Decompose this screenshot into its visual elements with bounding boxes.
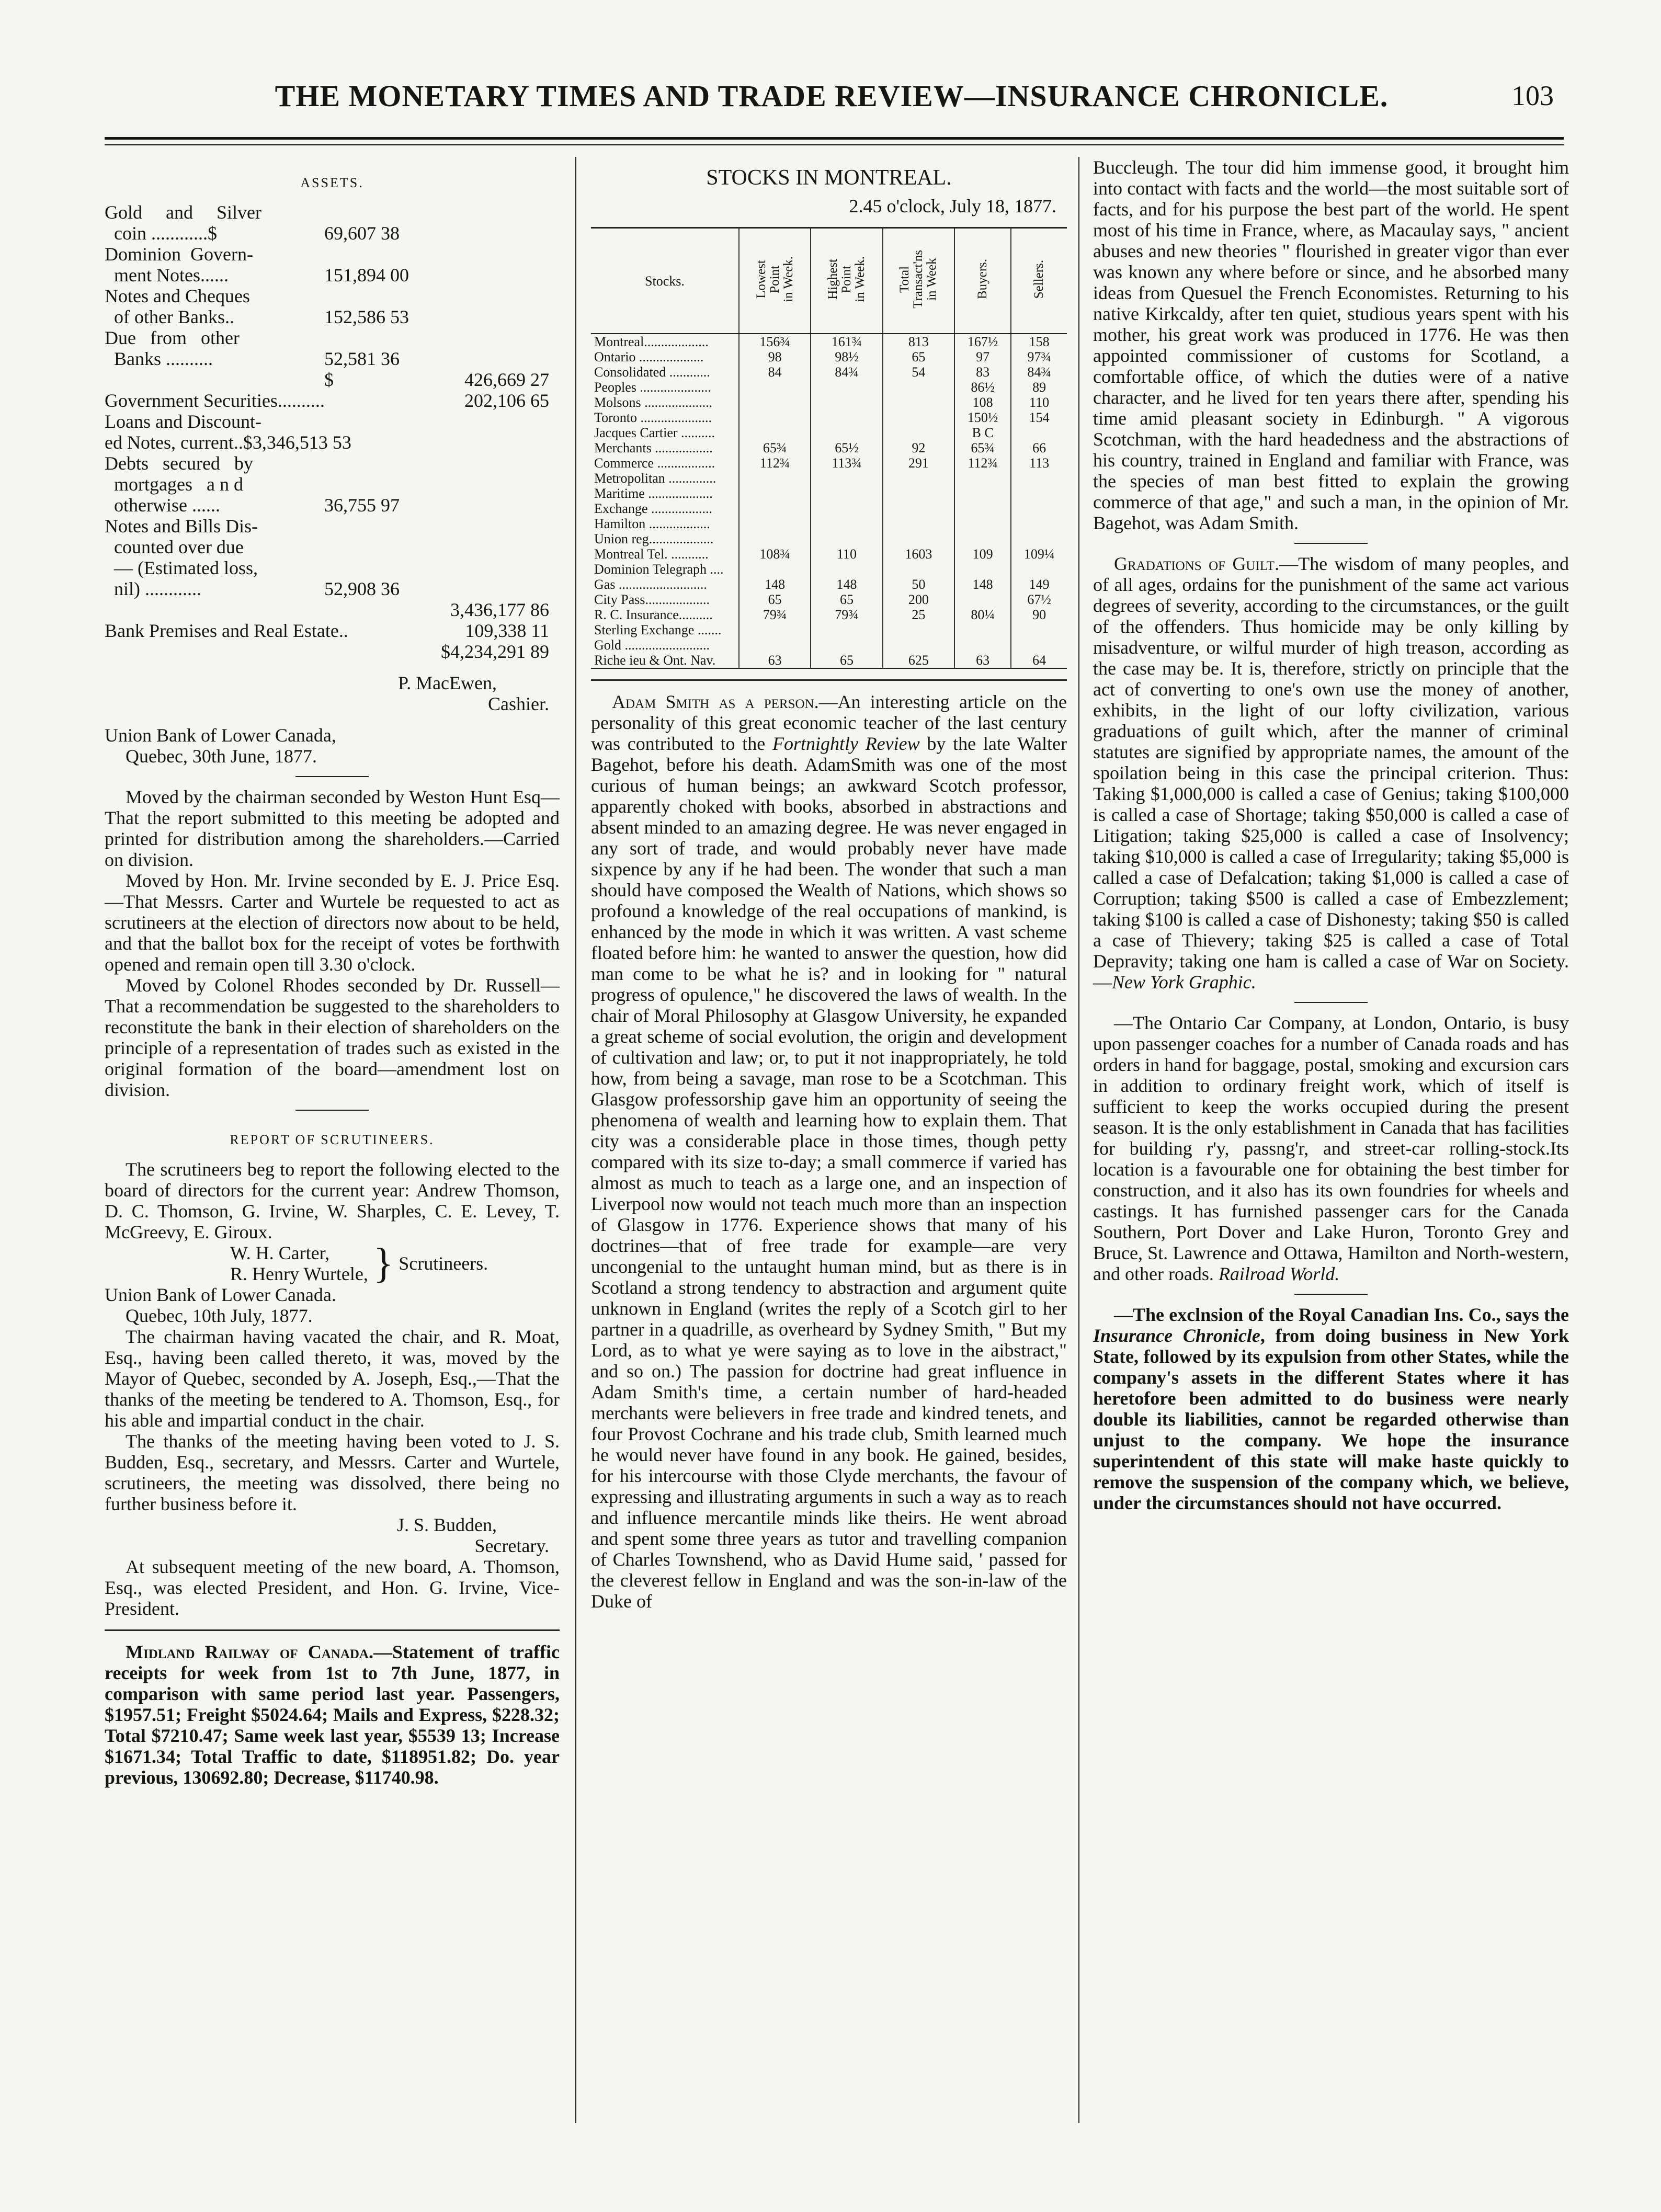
adam-smith-title: Adam Smith as a person. [612, 691, 819, 712]
stock-value: 86½ [954, 380, 1011, 395]
assets-bank-name: Union Bank of Lower Canada, [105, 725, 336, 746]
asset-subtotal: $ [324, 369, 334, 390]
stock-value: 65¾ [739, 440, 811, 455]
asset-row [105, 411, 560, 432]
stock-value [954, 501, 1011, 516]
stock-value: 110 [1011, 395, 1067, 410]
stock-name: Peoples ..................... [594, 380, 711, 395]
asset-label: coin ............$ [105, 223, 217, 244]
stock-value [811, 380, 882, 395]
stock-value [739, 395, 811, 410]
asset-label: Banks .......... [105, 348, 213, 369]
stocks-column-header [1011, 228, 1067, 334]
stock-value: 148 [954, 577, 1011, 592]
stock-value [954, 637, 1011, 653]
stock-value [1011, 622, 1067, 637]
stock-value [1011, 531, 1067, 546]
cashier-name: P. MacEwen, [398, 672, 497, 693]
asset-row [105, 348, 560, 369]
stock-value: 90 [1011, 607, 1067, 622]
asset-subtotal: 152,586 53 [324, 306, 409, 327]
header-rule-thin [105, 144, 1564, 145]
stock-value: 148 [811, 577, 882, 592]
table-row [591, 395, 1067, 410]
asset-row [105, 265, 560, 286]
table-row [591, 562, 1067, 577]
stock-value: 158 [1011, 334, 1067, 349]
stock-value: 1603 [883, 546, 954, 562]
scrutineer-2: R. Henry Wurtele, [230, 1263, 368, 1284]
asset-total: $4,234,291 89 [441, 641, 549, 662]
asset-row [105, 432, 560, 453]
asset-total: 202,106 65 [464, 390, 549, 411]
stock-name: Metropolitan .............. [594, 471, 716, 486]
stock-value: 92 [883, 440, 954, 455]
separator [1294, 543, 1368, 544]
separator [1294, 1294, 1368, 1295]
column-header-label: Total Transact'ns in Week [897, 250, 939, 309]
asset-row [105, 557, 560, 578]
stocks-column-header [739, 228, 811, 334]
stock-value: 109 [954, 546, 1011, 562]
header-rule-thick [105, 137, 1564, 140]
guilt-article [1093, 553, 1569, 993]
midland-title: Midland Railway of Canada. [126, 1641, 373, 1662]
asset-total: 3,436,177 86 [450, 599, 549, 620]
stocks-column-header [883, 228, 954, 334]
asset-label: of other Banks.. [105, 306, 234, 327]
adam-smith-continued: Buccleugh. The tour did him immense good, it brought him into contact with facts and the world—the most suitable sort of facts, and for his purpose the best part of the world. He spent most of his time in France, where, as Macaulay says, " ancient abuses and new theories " flourished in greater vigor than ever was known any where before or since, and he absorbed many ideas from Quesuel the French Economistes. Returning to his native Kirkcaldy, after ten quiet, studious years spent with his mother, his great work was produced in 1776. He was then appointed commissioner of customs for Scotland, a comfortable office, of which the duties were of a native character, and he lived for ten years there after, spending his time amid pleasant society in Edinburgh. " A vigorous Scotchman, with the hard headedness and the abstractions of his country, trained in England and familiar with France, was the species of man best fitted to explain the growing commerce of that age," and such a man, in the opinion of Mr. Bagehot, was Adam Smith. [1093, 157, 1569, 533]
asset-row [105, 641, 560, 662]
stock-value: 98 [739, 349, 811, 364]
table-row [591, 516, 1067, 531]
scrutineers-report: The scrutineers beg to report the following elected to the board of directors for the current year: Andrew Thomson, D. C. Thomson, G. Irvine, W. Sharples, C. E. Levey, T. McGreevy, E. Giroux. [105, 1159, 560, 1242]
asset-subtotal: 151,894 00 [324, 265, 409, 286]
stock-value: 161¾ [811, 334, 882, 349]
stock-value [811, 637, 882, 653]
stock-value [811, 410, 882, 425]
insurance-source: Insurance Chronicle [1093, 1325, 1260, 1346]
stock-value: 80¼ [954, 607, 1011, 622]
table-row [591, 607, 1067, 622]
stock-name: Hamilton .................. [594, 516, 710, 531]
stock-name: Montreal................... [594, 334, 709, 349]
asset-row [105, 537, 560, 557]
stock-name: Montreal Tel. ........... [594, 546, 709, 562]
separator [295, 1110, 369, 1111]
stock-value: 813 [883, 334, 954, 349]
asset-label: mortgages a n d [105, 474, 243, 495]
secretary-title: Secretary. [474, 1535, 549, 1556]
asset-label: nil) ............ [105, 578, 201, 599]
table-row [591, 410, 1067, 425]
separator-wide [591, 679, 1067, 681]
asset-label: Debts secured by [105, 453, 253, 474]
board-text: At subsequent meeting of the new board, A. Thomson, Esq., was elected President, and Hon. G. Irvine, Vice-President. [105, 1556, 560, 1619]
stocks-time: 2.45 o'clock, July 18, 1877. [849, 196, 1056, 216]
scrutineers-date: Quebec, 10th July, 1877. [126, 1305, 313, 1326]
thanks-text: The thanks of the meeting having been voted to J. S. Budden, Esq., secretary, and Messrs. Carter and Wurtele, scrutineers, the meeting was dissolved, there being no further business before it. [105, 1431, 560, 1514]
stock-value [883, 531, 954, 546]
stock-value: 65 [739, 592, 811, 607]
asset-row [105, 516, 560, 537]
stock-value: 108¾ [739, 546, 811, 562]
stock-value: 156¾ [739, 334, 811, 349]
stock-value [739, 562, 811, 577]
stock-value: 89 [1011, 380, 1067, 395]
adam-smith-text-2: by the late Walter Bagehot, before his death. AdamSmith was one of the most curious of human beings; an awkward Scotch professor, apparently choked with books, absorbed in abstractions and absent minded to an amazing degree. He was never engaged in any sort of trade, and would probably never have made sixpence by any if he had been. The wonder that such a man should have composed the Wealth of Nations, which shows so profound a knowledge of the real occupations of mankind, is enhanced by the mode in which it was written. A vast scheme floated before him: he wanted to answer the question, how did man come to be what he is? and in looking for " natural progress of opulence," he discovered the laws of wealth. In the chair of Moral Philosophy at Glasgow University, he expanded a great scheme of social evolution, the origin and development of cultivation and law; or, to put it not inappropriately, he told how, from being a savage, man rose to be a Scotchman. This Glasgow professorship gave him an opportunity of seeing the phenomena of wealth and learning how to explain them. That city was a considerable place in those times, though petty compared with its size to-day; a small commerce if varied has almost as much to teach as a large one, and an inspection of Liverpool now would not teach much more than an inspection of Glasgow in 1776. Experience shows that many of his doctrines—that of free trade for example—are very uncongenial to the untaught human mind, but as there is in Scotland a strong tendency to abstraction and argument quite unknown in England (writes the reply of a Scotch girl to her partner in a quadrille, as overheard by Sydney Smith, " But my Lord, as to what ye were saying as to love in the aibstract," and so on.) The passion for doctrine had great influence in Adam Smith's time, a certain number of hard-headed merchants were believers in free trade and kindred tenets, and four Provost Cochrane and his trade club, Smith learned much he would never have found in any book. He gained, besides, for his intercourse with those Clyde merchants, the favour of expressing and illustrating arguments in such a way as to reach and influence mercantile minds like theirs. He went abroad and spent some three years as tutor and travelling companion of Charles Townshend, who as David Hume said, ' passed for the cleverest fellow in England and was the son-in-law of the Duke of [591, 733, 1067, 1612]
scrutineers-label: Scrutineers. [399, 1253, 488, 1274]
stock-value: 54 [883, 364, 954, 380]
stock-name: R. C. Insurance.......... [594, 607, 713, 622]
column-header-label: Sellers. [1032, 259, 1046, 299]
stock-value [811, 562, 882, 577]
midland-text: —Statement of traffic receipts for week from 1st to 7th June, 1877, in comparison with same period last year. Passengers, $1957.51; Freight $5024.64; Mails and Express, $228.32; Total $7210.47; Same week last year, $5539 13; Increase $1671.34; Total Traffic to date, $118951.82; Do. year previous, 130692.80; Decrease, $11740.98. [105, 1641, 560, 1788]
column-header-label: Lowest Point in Week. [754, 256, 795, 302]
column-header-label: Highest Point in Week. [825, 256, 867, 302]
stock-value [954, 531, 1011, 546]
stock-name: Consolidated ............ [594, 364, 710, 380]
guilt-text: —The wisdom of many peoples, and of all ages, ordains for the punishment of the same act various degrees of severity, according to the circumstances, or the guilt of the offenders. Thus homicide may be only killing by misadventure, or wilful murder of high treason, according as the case may be. It is, therefore, strictly on principle that the act of converting to one's own use the money of another, exhibits, in the light of our lofty civilization, various graduations of guilt which, after the manner of criminal statutes are signified by appropriate names, the amount of the spoilation being in this case the principal criterion. Thus: Taking $1,000,000 is called a case of Genius; taking $100,000 is called a case of Shortage; taking $50,000 is called a case of Litigation; taking $25,000 is called a case of Insolvency; taking $10,000 is called a case of Irregularity; taking $5,000 is called a case of Defalcation; taking $1,000 is called a case of Corruption; taking $500 is called a case of Embezzlement; taking $100 is called a case of Dishonesty; taking $50 is called a case of Thievery; taking $25 is called a case of Total Depravity; taking one ham is called a case of War on Society.— [1093, 553, 1569, 993]
column-3 [1093, 157, 1569, 1513]
asset-subtotal: 52,908 36 [324, 578, 400, 599]
stock-name: Dominion Telegraph .... [594, 562, 724, 577]
column-header-label: Stocks. [645, 273, 685, 289]
table-row [591, 637, 1067, 653]
scrutineer-1: W. H. Carter, [230, 1242, 330, 1263]
separator-wide [105, 1629, 560, 1631]
stock-value: 97¾ [1011, 349, 1067, 364]
adam-smith-article [591, 691, 1067, 1612]
stock-value [739, 471, 811, 486]
stock-value [954, 516, 1011, 531]
stock-value [1011, 516, 1067, 531]
stock-name: Merchants ................. [594, 440, 713, 455]
stock-value [811, 425, 882, 440]
stock-value: 150½ [954, 410, 1011, 425]
stock-value: 79¾ [811, 607, 882, 622]
stock-name: Riche ieu & Ont. Nav. [591, 653, 739, 668]
page-header-title: THE MONETARY TIMES AND TRADE REVIEW—INSURANCE CHRONICLE. [275, 79, 1389, 113]
stock-name: Sterling Exchange ....... [594, 622, 722, 637]
stock-value: 84¾ [811, 364, 882, 380]
asset-row [105, 244, 560, 265]
asset-label: Notes and Cheques [105, 286, 250, 306]
asset-label: Due from other [105, 327, 240, 348]
stock-value: 97 [954, 349, 1011, 364]
stocks-column-header [954, 228, 1011, 334]
asset-label: counted over due [105, 537, 244, 557]
table-row [591, 622, 1067, 637]
table-row [591, 546, 1067, 562]
brace-glyph: } [373, 1240, 394, 1286]
stock-value: 66 [1011, 440, 1067, 455]
scrutineers-signature [105, 1242, 560, 1284]
stock-value [739, 425, 811, 440]
adam-smith-text-1: —An interesting article on the personality of this great economic teacher of the last century was contributed to the [591, 691, 1067, 754]
table-row [591, 349, 1067, 364]
stock-value: 65½ [811, 440, 882, 455]
asset-label: otherwise ...... [105, 495, 220, 516]
stock-value [954, 562, 1011, 577]
asset-label: Loans and Discount- [105, 411, 261, 432]
stock-name: Commerce ................. [594, 455, 715, 471]
stock-value [739, 531, 811, 546]
assets-heading: ASSETS. [300, 175, 364, 190]
car-article [1093, 1012, 1569, 1284]
asset-row [105, 578, 560, 599]
asset-total: 426,669 27 [464, 369, 549, 390]
stock-value: 67½ [1011, 592, 1067, 607]
stock-value [1011, 425, 1067, 440]
stock-value: 63 [954, 653, 1011, 668]
stock-value: 113¾ [811, 455, 882, 471]
stock-name: Union reg................... [594, 531, 714, 546]
asset-row [105, 620, 560, 641]
page-number: 103 [1511, 80, 1554, 111]
motion-3: Moved by Colonel Rhodes seconded by Dr. Russell—That a recommendation be suggested to the shareholders to reconstitute the bank in their election of shareholders on the principle of a representation of trades such as existed in the original formation of the board—amendment lost on division. [105, 975, 560, 1100]
asset-label: ed Notes, current..$3,346,513 53 [105, 432, 351, 453]
asset-row [105, 599, 560, 620]
chair-text: The chairman having vacated the chair, and R. Moat, Esq., having been called thereto, it was, moved by the Mayor of Quebec, seconded by A. Joseph, Esq.,—That the thanks of the meeting be tendered to A. Thomson, Esq., for his able and impartial conduct in the chair. [105, 1326, 560, 1431]
scrutineers-heading: REPORT OF SCRUTINEERS. [230, 1132, 435, 1147]
stocks-title: STOCKS IN MONTREAL. [706, 166, 952, 190]
stock-value [1011, 637, 1067, 653]
table-row [591, 471, 1067, 486]
asset-subtotal: 36,755 97 [324, 495, 400, 516]
stock-value [1011, 562, 1067, 577]
asset-row [105, 306, 560, 327]
stock-value [883, 501, 954, 516]
stock-value [883, 471, 954, 486]
asset-label: Government Securities.......... [105, 390, 325, 411]
stock-value: 84 [739, 364, 811, 380]
stock-value: 65¾ [954, 440, 1011, 455]
asset-subtotal: 69,607 38 [324, 223, 400, 244]
stock-value [954, 471, 1011, 486]
stock-value [811, 622, 882, 637]
stock-value [739, 501, 811, 516]
stock-name: Molsons .................... [594, 395, 713, 410]
stock-value [883, 410, 954, 425]
stock-value: 110 [811, 546, 882, 562]
stocks-table [591, 227, 1067, 669]
cashier-title: Cashier. [488, 693, 549, 714]
stock-value: B C [954, 425, 1011, 440]
stock-name: Ontario ................... [594, 349, 704, 364]
stock-value [954, 592, 1011, 607]
stock-value [883, 486, 954, 501]
stock-value [811, 501, 882, 516]
stock-value: 64 [1011, 653, 1067, 668]
stock-value [739, 516, 811, 531]
column-divider-1 [575, 157, 576, 2123]
car-text: —The Ontario Car Company, at London, Ontario, is busy upon passenger coaches for a number of Canada roads and has orders in hand for baggage, postal, smoking and excursion cars in addition to ordinary freight work, which of itself is sufficient to keep the works occupied during the present season. It is the only establishment in Canada that has facilities for building r'y, passng'r, and street-car rolling-stock.Its location is a favourable one for obtaining the best timber for construction, and it also has its own foundries for wheels and castings. It has furnished passenger cars for the Canada Southern, Port Dover and Lake Huron, Toronto Grey and Bruce, St. Lawrence and Ottawa, Hamilton and North-western, and other roads. [1093, 1012, 1569, 1284]
stock-value [954, 622, 1011, 637]
asset-total: 109,338 11 [465, 620, 549, 641]
stock-value: 167½ [954, 334, 1011, 349]
table-row [591, 440, 1067, 455]
stock-value: 63 [739, 653, 811, 668]
stock-value [883, 395, 954, 410]
stock-value [1011, 471, 1067, 486]
stock-value: 79¾ [739, 607, 811, 622]
stock-value [883, 637, 954, 653]
stock-value: 65 [811, 592, 882, 607]
stock-name: Gas .......................... [594, 577, 707, 592]
stock-value: 149 [1011, 577, 1067, 592]
stock-value [811, 395, 882, 410]
stock-value [883, 562, 954, 577]
stock-value: 112¾ [739, 455, 811, 471]
table-row [591, 653, 1067, 668]
stock-value: 83 [954, 364, 1011, 380]
stocks-column-header [811, 228, 882, 334]
asset-row [105, 223, 560, 244]
separator [1294, 1002, 1368, 1003]
stock-value [1011, 501, 1067, 516]
stock-name: Toronto ..................... [594, 410, 712, 425]
motion-1: Moved by the chairman seconded by Weston Hunt Esq—That the report submitted to this meeting be adopted and printed for distribution among the shareholders.—Carried on division. [105, 786, 560, 870]
stock-value: 625 [883, 653, 954, 668]
column-divider-2 [1078, 157, 1079, 2123]
table-row [591, 425, 1067, 440]
fortnightly-review: Fortnightly Review [772, 733, 920, 754]
stocks-column-header [591, 228, 739, 334]
scrutineers-bank: Union Bank of Lower Canada. [105, 1284, 336, 1305]
stock-value: 50 [883, 577, 954, 592]
stock-value: 108 [954, 395, 1011, 410]
stock-name: City Pass................... [594, 592, 710, 607]
stock-value: 109¼ [1011, 546, 1067, 562]
stock-value [739, 486, 811, 501]
asset-label: Gold and Silver [105, 202, 261, 223]
table-row [591, 531, 1067, 546]
stock-value: 84¾ [1011, 364, 1067, 380]
table-row [591, 577, 1067, 592]
insurance-text-2: , from doing business in New York State, followed by its expulsion from other States, while the company's assets in the different States where it has heretofore been admitted to do business were nearly double its liabilities, cannot be regarded otherwise than unjust to the company. We hope the insurance superintendent of this state will make haste quickly to remove the suspension of the company which, we believe, under the circumstances should not have occurred. [1093, 1325, 1569, 1513]
asset-subtotal: 52,581 36 [324, 348, 400, 369]
stock-name: Jacques Cartier .......... [594, 425, 715, 440]
insurance-text-1: —The exclnsion of the Royal Canadian Ins. Co., says the [1114, 1304, 1569, 1325]
asset-row [105, 474, 560, 495]
stock-value: 200 [883, 592, 954, 607]
stock-value: 112¾ [954, 455, 1011, 471]
asset-row [105, 369, 560, 390]
stock-value: 148 [739, 577, 811, 592]
car-source: Railroad World. [1218, 1263, 1340, 1284]
column-2 [591, 157, 1067, 1612]
table-row [591, 486, 1067, 501]
asset-label: Dominion Govern- [105, 244, 253, 265]
asset-row [105, 286, 560, 306]
separator [295, 776, 369, 777]
asset-row [105, 495, 560, 516]
guilt-title: Gradations of Guilt. [1114, 553, 1280, 574]
asset-row [105, 327, 560, 348]
stock-name: Gold ......................... [594, 637, 710, 653]
table-row [591, 380, 1067, 395]
table-row [591, 592, 1067, 607]
motion-2: Moved by Hon. Mr. Irvine seconded by E. J. Price Esq.—That Messrs. Carter and Wurtele be requested to act as scrutineers at the election of directors now about to be held, and that the ballot box for the receipt of votes be forthwith opened and remain open till 3.30 o'clock. [105, 870, 560, 975]
stock-value: 98½ [811, 349, 882, 364]
asset-label: Notes and Bills Dis- [105, 516, 258, 537]
assets-statement [105, 202, 560, 662]
stock-value [739, 622, 811, 637]
secretary-name: J. S. Budden, [396, 1514, 497, 1535]
stock-value [811, 471, 882, 486]
stock-name: Exchange .................. [594, 501, 713, 516]
stock-value [954, 486, 1011, 501]
stock-value: 65 [811, 653, 882, 668]
stock-value [739, 637, 811, 653]
stock-value: 65 [883, 349, 954, 364]
stock-value [739, 410, 811, 425]
table-row [591, 455, 1067, 471]
stock-value [811, 516, 882, 531]
midland-article [105, 1641, 560, 1788]
stock-value [883, 622, 954, 637]
stock-value [883, 380, 954, 395]
assets-date: Quebec, 30th June, 1877. [126, 746, 317, 767]
table-row [591, 334, 1067, 349]
stock-value: 25 [883, 607, 954, 622]
stock-value [811, 531, 882, 546]
stock-value: 154 [1011, 410, 1067, 425]
table-row [591, 364, 1067, 380]
asset-row [105, 453, 560, 474]
column-1 [105, 157, 560, 1788]
stock-value: 113 [1011, 455, 1067, 471]
guilt-source: New York Graphic. [1112, 972, 1256, 993]
stock-name: Maritime ................... [594, 486, 713, 501]
asset-label: ment Notes...... [105, 265, 229, 286]
asset-row [105, 390, 560, 411]
table-row [591, 501, 1067, 516]
insurance-article [1093, 1304, 1569, 1513]
asset-label: Bank Premises and Real Estate.. [105, 620, 348, 641]
stock-value [883, 425, 954, 440]
asset-label: — (Estimated loss, [105, 557, 258, 578]
stock-value [811, 486, 882, 501]
column-header-label: Buyers. [975, 259, 990, 300]
stock-value: 291 [883, 455, 954, 471]
stock-value [739, 380, 811, 395]
stock-value [883, 516, 954, 531]
asset-row [105, 202, 560, 223]
stock-value [1011, 486, 1067, 501]
